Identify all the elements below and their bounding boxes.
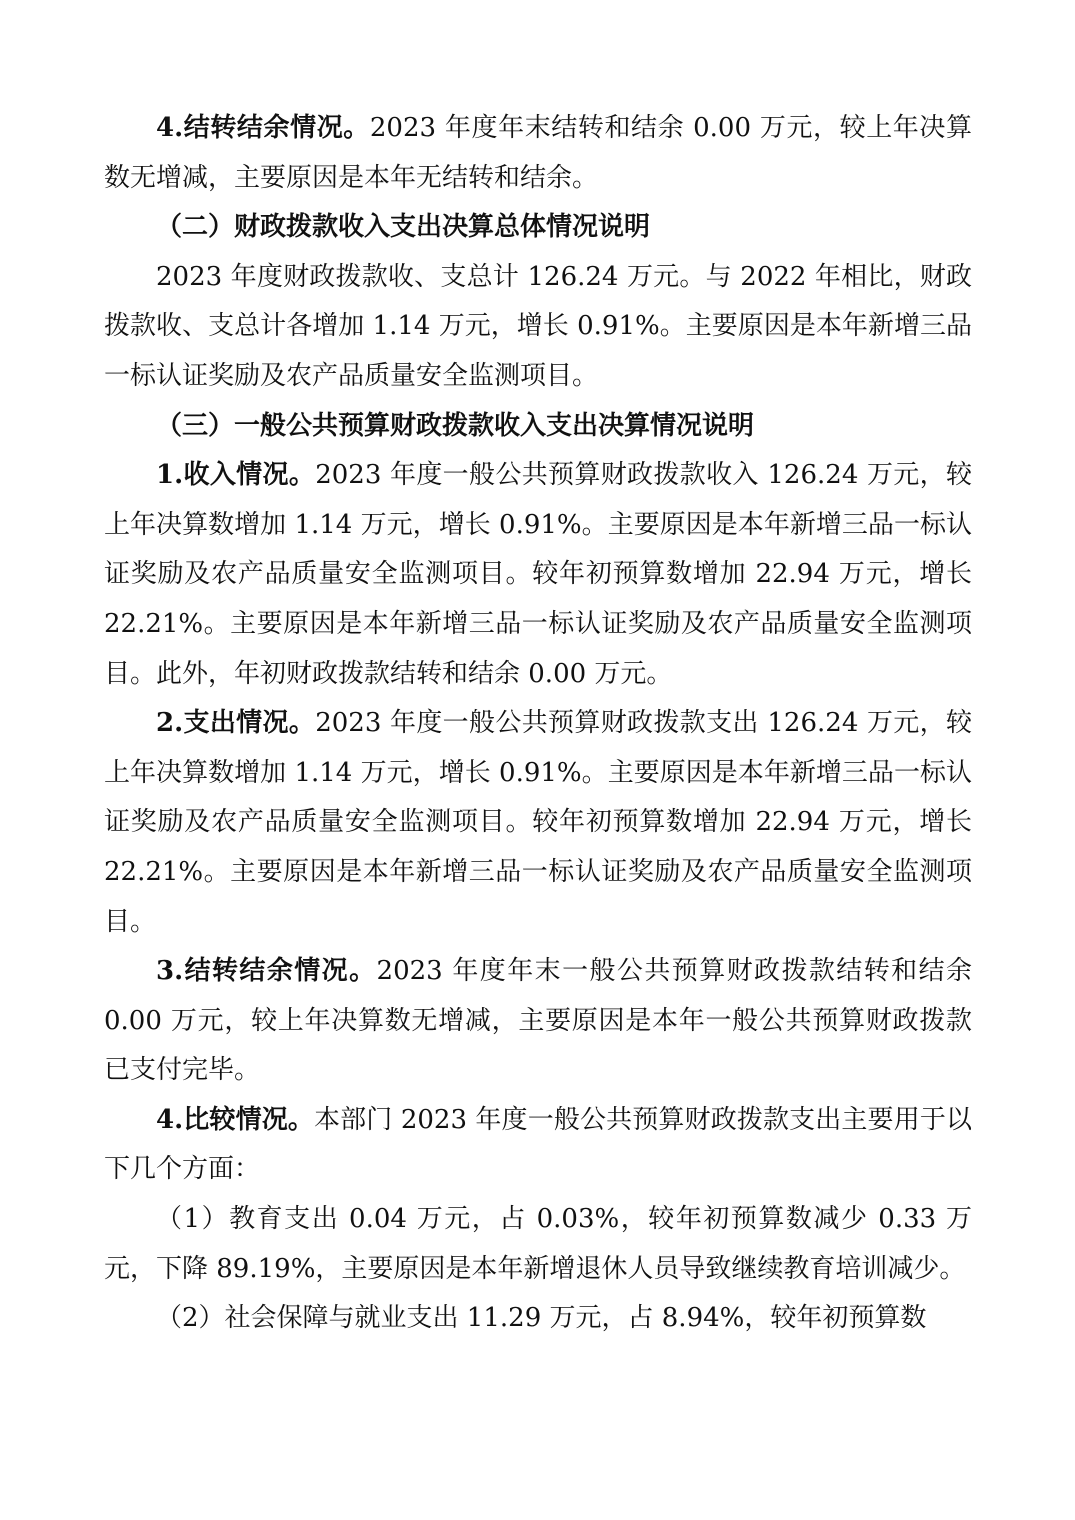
paragraph-lead: 4.结转结余情况。 bbox=[156, 113, 370, 143]
paragraph-lead: 3.结转结余情况。 bbox=[156, 956, 377, 987]
paragraph-education-expense bbox=[104, 1195, 972, 1294]
paragraph-text: 2023 年度年末一般公共预算财政拨款结转和结余 0.00 万元，较上年决算数无增减，主要原因是本年一般公共预算财政拨款已支付完毕。 bbox=[104, 956, 972, 1086]
paragraph-general-carryover bbox=[104, 947, 972, 1096]
paragraph-text: 2023 年度年末结转和结余 0.00 万元，较上年决算数无增减，主要原因是本年无结转和结余。 bbox=[104, 113, 972, 193]
paragraph-expenditure bbox=[104, 699, 972, 947]
paragraph-text: （2）社会保障与就业支出 11.29 万元，占 8.94%，较年初预算数 bbox=[156, 1303, 927, 1334]
section-heading-general-budget: （三）一般公共预算财政拨款收入支出决算情况说明 bbox=[156, 410, 755, 441]
paragraph-lead: 4.比较情况。 bbox=[156, 1104, 314, 1135]
paragraph-text: 2023 年度财政拨款收、支总计 126.24 万元。与 2022 年相比，财政拨款收、支总计各增加 1.14 万元，增长 0.91%。主要原因是本年新增三品一标认证奖励及农产品质量安全监测项目。 bbox=[104, 261, 972, 391]
paragraph-text: （1）教育支出 0.04 万元，占 0.03%，较年初预算数减少 0.33 万元，下降 89.19%，主要原因是本年新增退休人员导致继续教育培训减少。 bbox=[104, 1204, 972, 1284]
paragraph-carryover-balance bbox=[104, 104, 972, 203]
paragraph-text: 2023 年度一般公共预算财政拨款收入 126.24 万元，较上年决算数增加 1.14 万元，增长 0.91%。主要原因是本年新增三品一标认证奖励及农产品质量安全监测项目。较年初预算数增加 22.94 万元，增长 22.21%。主要原因是本年新增三品一标认证奖励及农产品质量安全监测项目。此外，年初财政拨款结转和结余 0.00 万元。 bbox=[104, 460, 972, 689]
document-page bbox=[104, 104, 972, 1344]
paragraph-lead: 1.收入情况。 bbox=[156, 460, 316, 491]
paragraph-comparison bbox=[104, 1096, 972, 1195]
paragraph-lead: 2.支出情况。 bbox=[156, 708, 316, 739]
paragraph-fiscal-overview bbox=[104, 253, 972, 402]
section-heading-fiscal-overview: （二）财政拨款收入支出决算总体情况说明 bbox=[156, 212, 651, 243]
paragraph-text: 本部门 2023 年度一般公共预算财政拨款支出主要用于以下几个方面： bbox=[104, 1104, 972, 1185]
paragraph-income bbox=[104, 451, 972, 699]
paragraph-social-security-expense bbox=[104, 1294, 972, 1344]
paragraph-text: 2023 年度一般公共预算财政拨款支出 126.24 万元，较上年决算数增加 1.14 万元，增长 0.91%。主要原因是本年新增三品一标认证奖励及农产品质量安全监测项目。较年初预算数增加 22.94 万元，增长 22.21%。主要原因是本年新增三品一标认证奖励及农产品质量安全监测项目。 bbox=[104, 708, 972, 937]
